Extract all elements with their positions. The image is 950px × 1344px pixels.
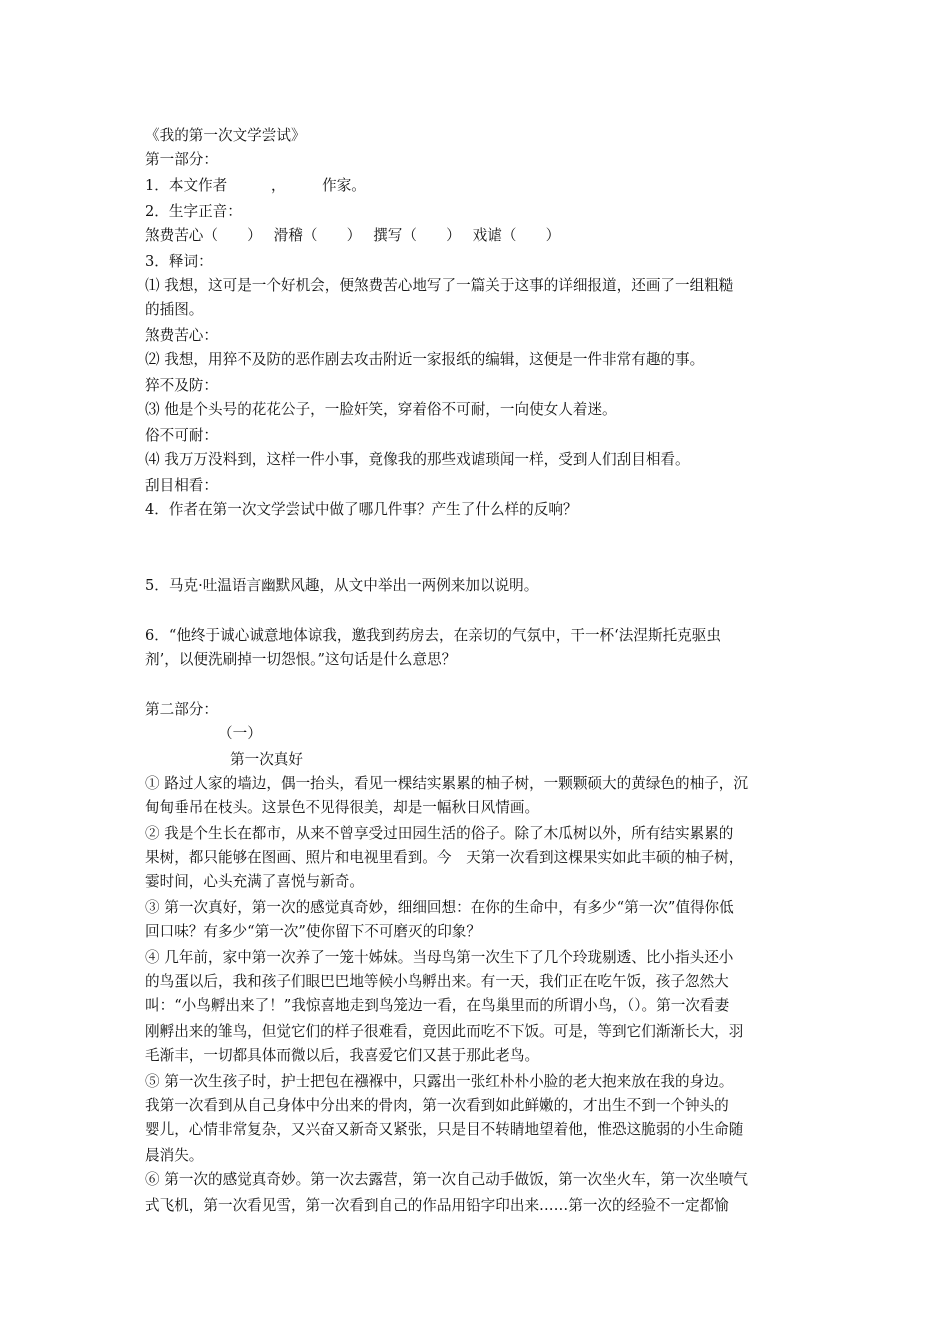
question-6-line1: 6．“他终于诚心诚意地体谅我，邀我到药房去，在亲切的气氛中，干一杯‘法涅斯托克驱虫 <box>145 627 721 644</box>
question-5: 5．马克·吐温语言幽默风趣，从文中举出一两例来加以说明。 <box>145 577 539 594</box>
paragraph-2-line3: 霎时间，心头充满了喜悦与新奇。 <box>145 873 364 890</box>
document-title: 《我的第一次文学尝试》 <box>145 127 306 144</box>
paragraph-3-line1: ③ 第一次真好，第一次的感觉真奇妙，细细回想：在你的生命中，有多少“第一次”值得你低 <box>145 899 734 916</box>
paragraph-4-line2: 的鸟蛋以后，我和孩子们眼巴巴地等候小鸟孵出来。有一天，我们正在吃午饭，孩子忽然大 <box>145 973 729 990</box>
paragraph-4-line5: 毛渐丰，一切都具体而微以后，我喜爱它们又甚于那此老鸟。 <box>145 1047 540 1064</box>
paragraph-1-line1: ① 路过人家的墙边，偶一抬头，看见一棵结实累累的柚子树，一颗颗硕大的黄绿色的柚子，沉 <box>145 775 748 792</box>
question-4: 4．作者在第一次文学尝试中做了哪几件事？产生了什么样的反响？ <box>145 501 578 518</box>
paragraph-4-line3: 叫：“小鸟孵出来了！”我惊喜地走到鸟笼边一看，在鸟巢里而的所谓小鸟，（）。第一次看妻 <box>145 997 730 1014</box>
question-6-line2: 剂’，以便洗刷掉一切怨恨。”这句话是什么意思？ <box>145 651 457 668</box>
paragraph-2-line2: 果树，都只能够在图画、照片和电视里看到。今 天第一次看到这棵果实如此丰硕的柚子树， <box>145 849 744 866</box>
question-2: 2．生字正音： <box>145 203 242 220</box>
word-2-prompt: 猝不及防： <box>145 377 218 394</box>
question-1: 1．本文作者 ， 作家。 <box>145 177 366 194</box>
paragraph-5-line1: ⑤ 第一次生孩子时，护士把包在襁褓中，只露出一张红朴朴小脸的老大抱来放在我的身边。 <box>145 1073 734 1090</box>
paragraph-6-line2: 式飞机，第一次看见雪，第一次看到自己的作品用铅字印出来……第一次的经验不一定都愉 <box>145 1197 729 1214</box>
paragraph-5-line2: 我第一次看到从自己身体中分出来的骨肉，第一次看到如此鲜嫩的，才出生不到一个钟头的 <box>145 1097 729 1114</box>
paragraph-6-line1: ⑥ 第一次的感觉真奇妙。第一次去露营，第一次自己动手做饭，第一次坐火车，第一次坐喷气 <box>145 1171 748 1188</box>
part1-heading: 第一部分： <box>145 151 218 168</box>
paragraph-4-line4: 刚孵出来的雏鸟，但觉它们的样子很难看，竟因此而吃不下饭。可是，等到它们渐渐长大，羽 <box>145 1023 744 1040</box>
word-3-prompt: 俗不可耐： <box>145 427 218 444</box>
sentence-3: ⑶ 他是个头号的花花公子，一脸奸笑，穿着俗不可耐，一向使女人着迷。 <box>145 401 617 418</box>
part2-heading: 第二部分： <box>145 701 218 718</box>
word-4-prompt: 刮目相看： <box>145 477 218 494</box>
paragraph-4-line1: ④ 几年前，家中第一次养了一笼十姊妹。当母鸟第一次生下了几个玲珑剔透、比小指头还小 <box>145 949 734 966</box>
question-3: 3．释词： <box>145 253 213 270</box>
sentence-2: ⑵ 我想，用猝不及防的恶作剧去攻击附近一家报纸的编辑，这便是一件非常有趣的事。 <box>145 351 705 368</box>
word-1-prompt: 煞费苦心： <box>145 327 218 344</box>
passage-title: 第一次真好 <box>230 751 303 768</box>
paragraph-3-line2: 回口味？有多少“第一次”使你留下不可磨灭的印象？ <box>145 923 481 940</box>
paragraph-1-line2: 甸甸垂吊在枝头。这景色不见得很美，却是一幅秋日风情画。 <box>145 799 540 816</box>
sentence-4: ⑷ 我万万没料到，这样一件小事，竟像我的那些戏谑琐闻一样，受到人们刮目相看。 <box>145 451 690 468</box>
question-2-items: 煞费苦心（ ） 滑稽（ ） 撰写（ ） 戏谑（ ） <box>145 227 561 244</box>
section-number: （一） <box>218 725 262 742</box>
paragraph-2-line1: ② 我是个生长在都市，从来不曾享受过田园生活的俗子。除了木瓜树以外，所有结实累累的 <box>145 825 734 842</box>
paragraph-5-line3: 婴儿，心情非常复杂，又兴奋又新奇又紧张，只是目不转睛地望着他，惟恐这脆弱的小生命随 <box>145 1121 744 1138</box>
sentence-1-line1: ⑴ 我想，这可是一个好机会，便煞费苦心地写了一篇关于这事的详细报道，还画了一组粗糙 <box>145 277 734 294</box>
paragraph-5-line4: 晨消失。 <box>145 1147 204 1164</box>
sentence-1-line2: 的插图。 <box>145 301 204 318</box>
